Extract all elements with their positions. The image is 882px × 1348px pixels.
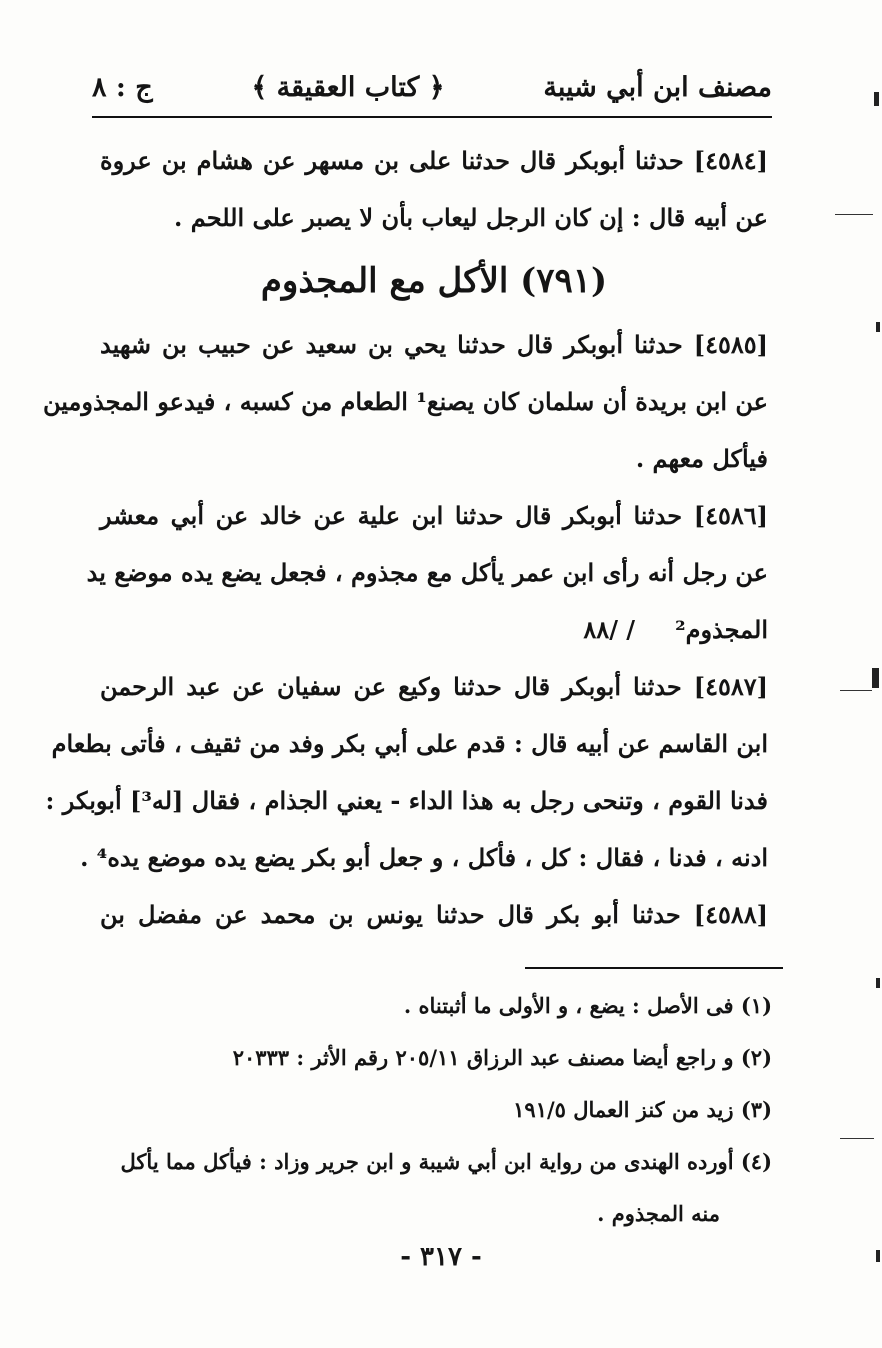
hadith-4584-line-1: [٤٥٨٤] حدثنا أبوبكر قال حدثنا على بن مسهر عن هشام بن عروة [100, 146, 768, 175]
header-divider [92, 116, 772, 118]
book-title: مصنف ابن أبي شيبة [543, 71, 772, 103]
volume-number: ج : ٨ [92, 71, 153, 103]
hadith-4585-line-3: فيأكل معهم . [635, 444, 768, 473]
margin-mark [876, 978, 880, 988]
footnote-2: (٢) و راجع أيضا مصنف عبد الرزاق ٢٠٥/١١ رقم الأثر : ٢٠٣٣٣ [232, 1045, 772, 1070]
hadith-4585-line-2: عن ابن بريدة أن سلمان كان يصنع¹ الطعام من كسبه ، فيدعو المجذومين [43, 387, 768, 416]
footnotes [100, 980, 772, 1240]
hadith-4586-line-3 [100, 601, 768, 658]
page-number: - ٣١٧ - [400, 1242, 482, 1272]
margin-scratch [840, 690, 872, 691]
footnote-3: (٣) زيد من كنز العمال ١٩١/٥ [513, 1097, 772, 1122]
hadith-4586-last-word: المجذوم² [675, 615, 768, 644]
hadith-4588-line-1: [٤٥٨٨] حدثنا أبو بكر قال حدثنا يونس بن محمد عن مفضل بن [100, 900, 768, 929]
margin-mark [872, 668, 879, 688]
hadith-4587-line-4: ادنه ، فدنا ، فقال : كل ، فأكل ، و جعل أبو بكر يضع يده موضع يده⁴ . [80, 843, 768, 872]
hadith-4586-line-1: [٤٥٨٦] حدثنا أبوبكر قال حدثنا ابن علية عن خالد عن أبي معشر [100, 501, 768, 530]
margin-scratch [835, 214, 873, 215]
hadith-4586-line-2: عن رجل أنه رأى ابن عمر يأكل مع مجذوم ، فجعل يضع يده موضع يد [86, 558, 768, 587]
chapter-title: ﴿ كتاب العقيقة ﴾ [251, 71, 445, 103]
hadith-4587-line-3: فدنا القوم ، وتنحى رجل به هذا الداء - يعني الجذام ، فقال [له³] أبوبكر : [45, 786, 768, 815]
footnote-4: (٤) أورده الهندى من رواية ابن أبي شيبة و ابن جرير وزاد : فيأكل مما يأكل [120, 1149, 772, 1174]
hadith-4587-line-1: [٤٥٨٧] حدثنا أبوبكر قال حدثنا وكيع عن سفيان عن عبد الرحمن [100, 672, 768, 701]
margin-mark [876, 1250, 880, 1262]
footnote-1: (١) فى الأصل : يضع ، و الأولى ما أثبتناه . [403, 993, 772, 1018]
hadith-4587-line-2: ابن القاسم عن أبيه قال : قدم على أبي بكر وفد من ثقيف ، فأتى بطعام [51, 729, 768, 758]
margin-mark [874, 92, 879, 106]
main-text [43, 132, 768, 943]
footnote-divider [525, 967, 783, 969]
margin-scratch [840, 1138, 874, 1139]
manuscript-folio-ref: ٨٨/ / [583, 615, 636, 644]
section-heading: (٧٩١) الأكل مع المجذوم [260, 261, 608, 301]
margin-mark [876, 322, 880, 332]
hadith-4585-line-1: [٤٥٨٥] حدثنا أبوبكر قال حدثنا يحي بن سعيد عن حبيب بن شهيد [100, 330, 768, 359]
page-header [92, 62, 772, 112]
footnote-4-continued: منه المجذوم . [597, 1201, 720, 1226]
hadith-4584-line-2: عن أبيه قال : إن كان الرجل ليعاب بأن لا يصبر على اللحم . [174, 203, 768, 232]
